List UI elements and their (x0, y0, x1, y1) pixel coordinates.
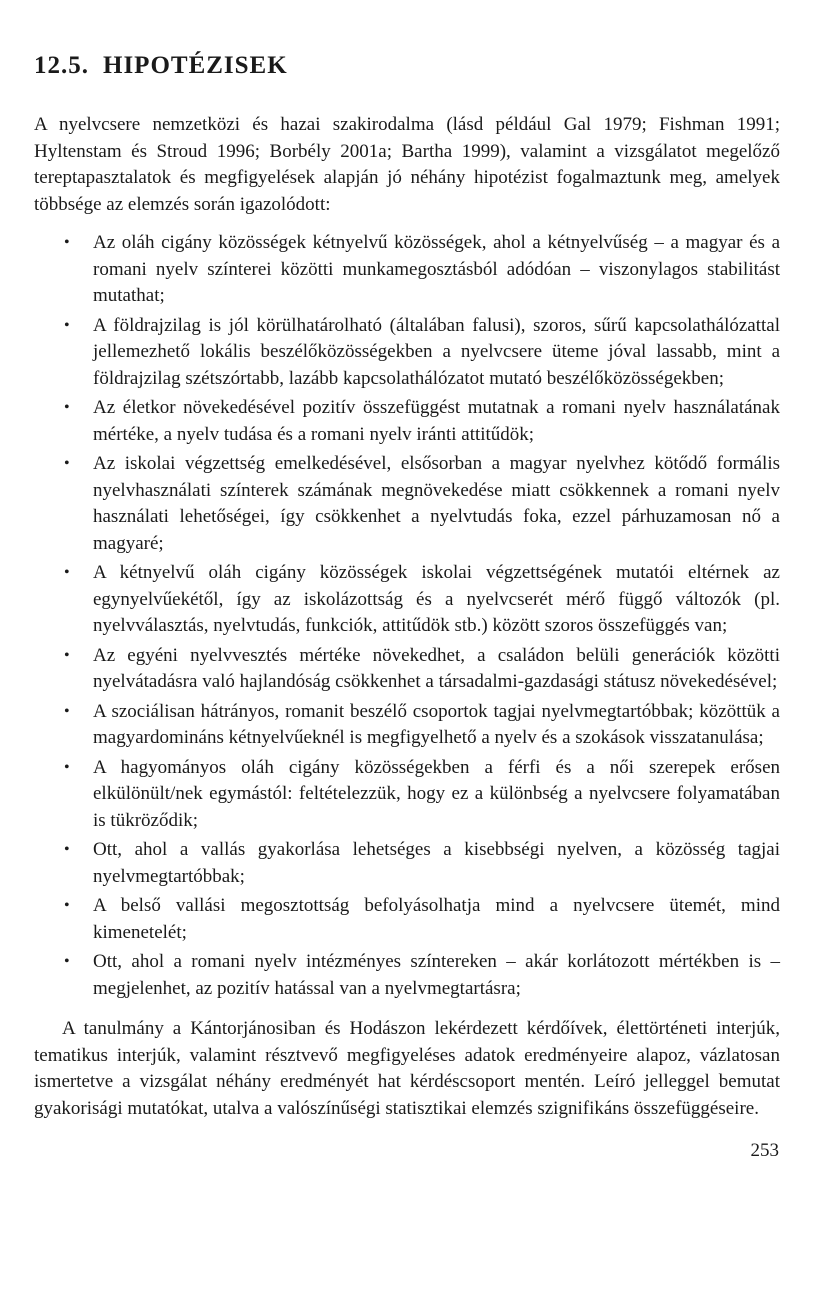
list-item-text: Ott, ahol a romani nyelv intézményes színtereken – akár korlátozott mértékben is – megjelenhet, az pozitív hatással van a nyelvmegtartásra; (93, 951, 780, 999)
section-heading (34, 50, 780, 82)
list-item (58, 230, 780, 310)
bullet-icon: • (64, 897, 70, 914)
page-content (34, 50, 780, 1122)
list-item-text: Az egyéni nyelvvesztés mértéke növekedhet, a családon belüli generációk közötti nyelvátadásra való hajlandóság csökkenhet a társadalmi-gazdasági státusz növekedésével; (93, 644, 780, 692)
section-title: HIPOTÉZISEK (103, 52, 288, 79)
bullet-icon: • (64, 646, 70, 664)
closing-text: A tanulmány a Kántorjánosiban és Hodászon lekérdezett kérdőívek, élettörténeti interjúk, tematikus interjúk, valamint résztvevő megfigyeléses adatok eredményeire alapoz, vázlatosan ismertetve a vizsgálat néhány eredményét hat kérdéscsoport mentén. Leíró jelleggel bemutat gyakorisági mutatókat, utalva a valószínűségi statisztikai elemzés szignifikáns összefüggéseire. (34, 1018, 780, 1119)
list-item (58, 313, 780, 393)
list-item-text: A belső vallási megosztottság befolyásolhatja mind a nyelvcsere ütemét, mind kimenetelét; (93, 895, 780, 943)
section-number: 12.5. (34, 52, 89, 79)
bullet-icon: • (64, 316, 70, 334)
intro-paragraph: A nyelvcsere nemzetközi és hazai szakirodalma (lásd például Gal 1979; Fishman 1991; Hyltenstam és Stroud 1996; Borbély 2001a; Bartha 1999), valamint a vizsgálatot megelőző tereptapasztalatok és megfigyelések alapján jó néhány hipotézist fogalmaztunk meg, amelyek többsége az elemzés során igazolódott: (34, 114, 780, 215)
list-item-text: A földrajzilag is jól körülhatárolható (általában falusi), szoros, sűrű kapcsolathálózattal jellemezhető lokális beszélőközösségekben a nyelvcsere üteme jóval lassabb, mint a földrajzilag szétszórtabb, lazább kapcsolathálózatot mutató beszélőközösségekben; (93, 314, 780, 389)
hypotheses-list (58, 230, 780, 1002)
bullet-icon: • (64, 841, 70, 858)
list-item-text: Ott, ahol a vallás gyakorlása lehetséges a kisebbségi nyelven, a közösség tagjai nyelvmegtartóbbak; (93, 839, 780, 887)
list-item-text: A hagyományos oláh cigány közösségekben a férfi és a női szerepek erősen elkülönült/nek egymástól: feltételezzük, hogy ez a különbség a nyelvcsere folyamatában is tükröződik; (93, 756, 780, 831)
list-item (58, 643, 780, 696)
list-item (58, 395, 780, 448)
bullet-icon: • (64, 758, 70, 776)
bullet-icon: • (64, 399, 70, 416)
list-item (58, 451, 780, 557)
list-item (58, 699, 780, 752)
bullet-icon: • (64, 702, 70, 720)
bullet-icon: • (64, 234, 70, 251)
list-item (58, 949, 780, 1002)
page-number: 253 (750, 1140, 779, 1161)
list-item-text: A szociálisan hátrányos, romanit beszélő csoportok tagjai nyelvmegtartóbbak; közöttük a magyardomináns kétnyelvűeknél is megfigyelhető a nyelv és a szokások visszatanulása; (93, 700, 780, 748)
closing-paragraph (34, 1016, 780, 1122)
bullet-icon: • (64, 953, 70, 970)
list-item-text: Az oláh cigány közösségek kétnyelvű közösségek, ahol a kétnyelvűség – a magyar és a romani nyelv színterei közötti munkamegosztásból adódóan – viszonylagos stabilitást mutathat; (93, 232, 780, 306)
list-item (58, 560, 780, 640)
list-item (58, 893, 780, 946)
bullet-icon: • (64, 455, 70, 472)
list-item-text: Az iskolai végzettség emelkedésével, elsősorban a magyar nyelvhez kötődő formális nyelvhasználati színterek számának megnövekedése miatt csökkennek a romani nyelv használati lehetőségei, így csökkenhet a nyelvtudás foka, ezzel párhuzamosan nő a magyaré; (93, 453, 780, 554)
list-item-text: Az életkor növekedésével pozitív összefüggést mutatnak a romani nyelv használatának mértéke, a nyelv tudása és a romani nyelv iránti attitűdök; (93, 397, 780, 445)
list-item-text: A kétnyelvű oláh cigány közösségek iskolai végzettségének mutatói eltérnek az egynyelvűekétől, így az iskolázottság és a nyelvcserét mérő függő változók (pl. nyelvválasztás, nyelvtudás, funkciók, attitűdök stb.) között szoros összefüggés van; (93, 562, 780, 636)
list-item (58, 837, 780, 890)
bullet-icon: • (64, 564, 70, 581)
list-item (58, 755, 780, 835)
